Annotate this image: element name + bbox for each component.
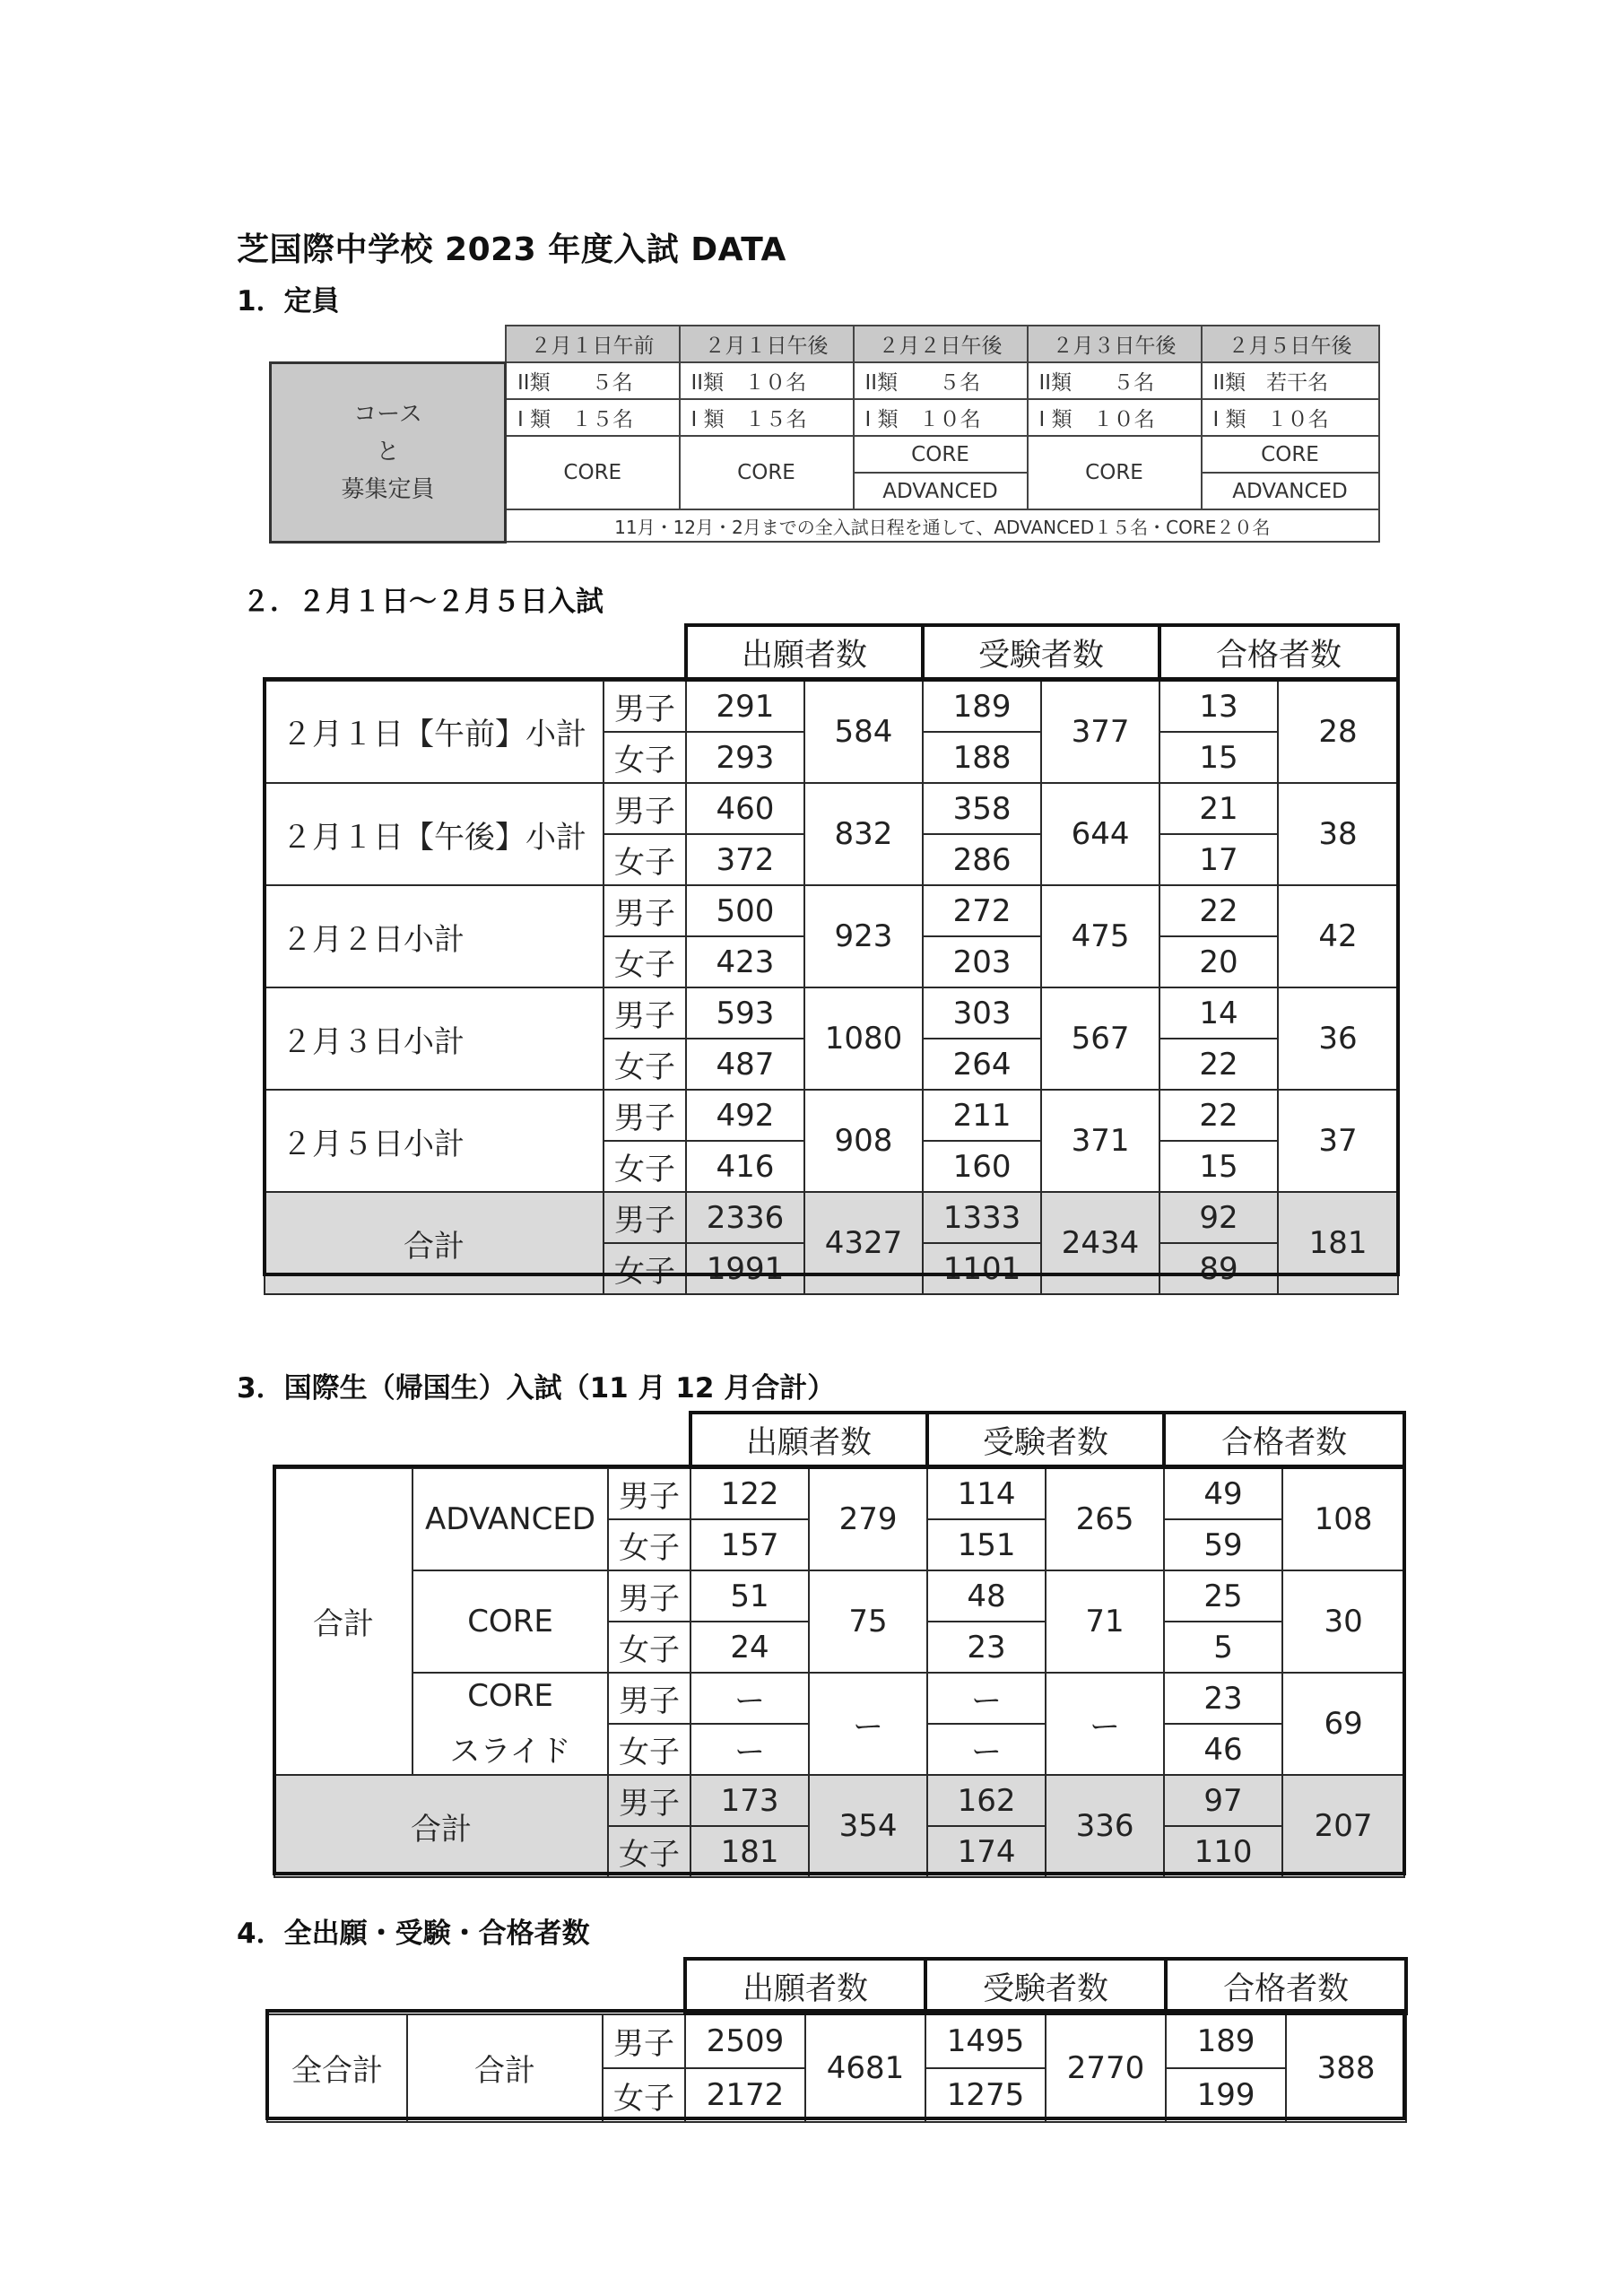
examinees-total: 2434 <box>1041 1192 1159 1294</box>
passers-male: 21 <box>1159 783 1278 834</box>
examinees-male: 189 <box>923 681 1041 733</box>
international-exam-rows <box>274 1468 1404 1878</box>
table-row <box>265 783 1398 834</box>
applicants-male: 2509 <box>685 2014 805 2069</box>
type1-capacity: I 類 １０名 <box>1028 399 1202 436</box>
table-row <box>265 885 1398 936</box>
passers-female: 15 <box>1159 1141 1278 1192</box>
male-label: 男子 <box>608 1775 690 1826</box>
applicants-total: 1080 <box>804 987 923 1090</box>
examinees-total: 2770 <box>1046 2014 1166 2123</box>
total-label: 合計 <box>265 1192 604 1294</box>
female-label: 女子 <box>604 936 686 987</box>
passers-male: 13 <box>1159 681 1278 733</box>
examinees-male: 162 <box>927 1775 1046 1826</box>
examinees-total: 371 <box>1041 1090 1159 1192</box>
examinees-male: 303 <box>923 987 1041 1039</box>
section1-heading: 1．定員 <box>237 285 340 317</box>
examinees-total: 644 <box>1041 783 1159 885</box>
session-header: ２月１日午後 <box>680 326 854 362</box>
course-label-line: スライド <box>449 1733 571 1770</box>
applicants-header: 出願者数 <box>686 625 923 681</box>
session-header: ２月５日午後 <box>1202 326 1379 362</box>
row-label: ２月５日小計 <box>265 1090 604 1192</box>
examinees-header: 受験者数 <box>927 1413 1164 1468</box>
core-cell: CORE <box>1028 436 1202 509</box>
row-label: ２月３日小計 <box>265 987 604 1090</box>
passers-male: 97 <box>1164 1775 1282 1826</box>
passers-male: 49 <box>1164 1468 1282 1520</box>
type1-capacity: I 類 １０名 <box>1202 399 1379 436</box>
type2-capacity: II類 ５名 <box>1028 362 1202 399</box>
applicants-female: 416 <box>686 1141 804 1192</box>
examinees-female: ー <box>927 1724 1046 1775</box>
passers-total: 181 <box>1278 1192 1398 1294</box>
label-line: 募集定員 <box>341 476 435 503</box>
capacity-table <box>269 325 1380 544</box>
type1-capacity: I 類 １５名 <box>506 399 680 436</box>
examinees-male: ー <box>927 1673 1046 1724</box>
feb-exam-rows <box>265 681 1398 1295</box>
total-label: 合計 <box>274 1775 608 1877</box>
advanced-cell: ADVANCED <box>1202 473 1379 509</box>
examinees-female: 151 <box>927 1519 1046 1570</box>
passers-male: 22 <box>1159 885 1278 936</box>
type2-capacity: II類 ５名 <box>854 362 1028 399</box>
passers-female: 5 <box>1164 1622 1282 1673</box>
examinees-total: 377 <box>1041 681 1159 784</box>
type1-capacity: I 類 １５名 <box>680 399 854 436</box>
passers-total: 388 <box>1286 2014 1406 2123</box>
passers-male: 92 <box>1159 1192 1278 1243</box>
passers-total: 42 <box>1278 885 1398 987</box>
label-line: と <box>376 439 400 465</box>
applicants-header: 出願者数 <box>690 1413 927 1468</box>
applicants-female: 423 <box>686 936 804 987</box>
examinees-female: 264 <box>923 1039 1041 1090</box>
female-label: 女子 <box>608 1622 690 1673</box>
row-label: ２月１日【午後】小計 <box>265 783 604 885</box>
feb-exam-table <box>264 623 1400 1295</box>
examinees-male: 358 <box>923 783 1041 834</box>
examinees-total: 265 <box>1046 1468 1164 1571</box>
section2-heading: ２．２月１日〜２月５日入試 <box>242 586 604 618</box>
applicants-male: 122 <box>690 1468 809 1520</box>
female-label: 女子 <box>608 1519 690 1570</box>
passers-female: 17 <box>1159 834 1278 885</box>
applicants-female: 2172 <box>685 2068 805 2122</box>
course-label <box>413 1673 608 1775</box>
applicants-female: 372 <box>686 834 804 885</box>
passers-total: 69 <box>1282 1673 1404 1775</box>
row-label: ２月１日【午前】小計 <box>265 681 604 784</box>
total-label: 合計 <box>407 2014 603 2123</box>
course-label: CORE <box>413 1570 608 1673</box>
passers-total: 37 <box>1278 1090 1398 1192</box>
type2-capacity: II類 若干名 <box>1202 362 1379 399</box>
passers-female: 46 <box>1164 1724 1282 1775</box>
applicants-female: 24 <box>690 1622 809 1673</box>
examinees-female: 188 <box>923 732 1041 783</box>
passers-male: 25 <box>1164 1570 1282 1622</box>
examinees-total: 71 <box>1046 1570 1164 1673</box>
applicants-female: 157 <box>690 1519 809 1570</box>
passers-header: 合格者数 <box>1164 1413 1404 1468</box>
applicants-male: 500 <box>686 885 804 936</box>
female-label: 女子 <box>604 732 686 783</box>
passers-female: 110 <box>1164 1826 1282 1877</box>
blank-cell <box>267 1959 685 2014</box>
female-label: 女子 <box>608 1826 690 1877</box>
overall-totals-table <box>266 1957 1408 2123</box>
session-header: ２月３日午後 <box>1028 326 1202 362</box>
examinees-female: 203 <box>923 936 1041 987</box>
applicants-male: ー <box>690 1673 809 1724</box>
applicants-male: 173 <box>690 1775 809 1826</box>
passers-male: 22 <box>1159 1090 1278 1141</box>
female-label: 女子 <box>603 2068 685 2122</box>
type2-capacity: II類 ５名 <box>506 362 680 399</box>
passers-male: 23 <box>1164 1673 1282 1724</box>
applicants-total: ー <box>809 1673 927 1775</box>
applicants-male: 492 <box>686 1090 804 1141</box>
female-label: 女子 <box>604 1243 686 1294</box>
core-cell: CORE <box>1202 436 1379 473</box>
total-row <box>265 1192 1398 1243</box>
type2-capacity: II類 １０名 <box>680 362 854 399</box>
section4-heading: 4．全出願・受験・合格者数 <box>237 1918 590 1950</box>
document-title: 芝国際中学校 2023 年度入試 DATA <box>237 231 786 268</box>
passers-total: 36 <box>1278 987 1398 1090</box>
applicants-male: 2336 <box>686 1192 804 1243</box>
examinees-female: 1275 <box>925 2068 1046 2122</box>
applicants-male: 460 <box>686 783 804 834</box>
female-label: 女子 <box>608 1724 690 1775</box>
applicants-header: 出願者数 <box>685 1959 925 2014</box>
examinees-male: 272 <box>923 885 1041 936</box>
core-cell: CORE <box>506 436 680 509</box>
male-label: 男子 <box>604 1090 686 1141</box>
table-row <box>265 1090 1398 1141</box>
passers-male: 189 <box>1166 2014 1286 2069</box>
table-row <box>274 1570 1404 1622</box>
blank-cell <box>274 1413 690 1468</box>
passers-total: 28 <box>1278 681 1398 784</box>
core-cell: CORE <box>854 436 1028 473</box>
advanced-cell: ADVANCED <box>854 473 1028 509</box>
passers-female: 59 <box>1164 1519 1282 1570</box>
course-label: ADVANCED <box>413 1468 608 1571</box>
passers-female: 22 <box>1159 1039 1278 1090</box>
applicants-female: 1991 <box>686 1243 804 1294</box>
applicants-total: 75 <box>809 1570 927 1673</box>
examinees-total: 567 <box>1041 987 1159 1090</box>
male-label: 男子 <box>604 987 686 1039</box>
passers-female: 20 <box>1159 936 1278 987</box>
applicants-total: 4327 <box>804 1192 923 1294</box>
session-header: ２月１日午前 <box>506 326 680 362</box>
applicants-female: 293 <box>686 732 804 783</box>
male-label: 男子 <box>604 681 686 733</box>
examinees-male: 211 <box>923 1090 1041 1141</box>
label-line: コース <box>353 401 422 428</box>
passers-female: 199 <box>1166 2068 1286 2122</box>
male-label: 男子 <box>604 1192 686 1243</box>
table-row <box>274 1673 1404 1724</box>
table-row <box>265 681 1398 733</box>
male-label: 男子 <box>604 885 686 936</box>
passers-female: 89 <box>1159 1243 1278 1294</box>
applicants-male: 291 <box>686 681 804 733</box>
female-label: 女子 <box>604 1039 686 1090</box>
applicants-total: 354 <box>809 1775 927 1877</box>
course-label-line: CORE <box>467 1677 553 1714</box>
examinees-male: 1333 <box>923 1192 1041 1243</box>
examinees-female: 286 <box>923 834 1041 885</box>
table-row <box>274 1468 1404 1520</box>
passers-total: 207 <box>1282 1775 1404 1877</box>
applicants-male: 593 <box>686 987 804 1039</box>
male-label: 男子 <box>603 2014 685 2069</box>
applicants-total: 4681 <box>805 2014 925 2123</box>
applicants-total: 923 <box>804 885 923 987</box>
applicants-female: 487 <box>686 1039 804 1090</box>
passers-header: 合格者数 <box>1166 1959 1406 2014</box>
passers-header: 合格者数 <box>1159 625 1398 681</box>
international-exam-table <box>274 1411 1406 1878</box>
applicants-female: ー <box>690 1724 809 1775</box>
group-label: 合計 <box>274 1468 413 1776</box>
applicants-male: 51 <box>690 1570 809 1622</box>
female-label: 女子 <box>604 834 686 885</box>
applicants-female: 181 <box>690 1826 809 1877</box>
total-row <box>274 1775 1404 1826</box>
examinees-female: 23 <box>927 1622 1046 1673</box>
examinees-female: 174 <box>927 1826 1046 1877</box>
examinees-female: 160 <box>923 1141 1041 1192</box>
applicants-total: 584 <box>804 681 923 784</box>
examinees-total: 336 <box>1046 1775 1164 1877</box>
table-row <box>265 987 1398 1039</box>
blank-cell <box>271 326 506 362</box>
applicants-total: 832 <box>804 783 923 885</box>
passers-male: 14 <box>1159 987 1278 1039</box>
course-capacity-label <box>271 362 506 542</box>
blank-cell <box>265 625 686 681</box>
examinees-male: 1495 <box>925 2014 1046 2069</box>
passers-total: 38 <box>1278 783 1398 885</box>
applicants-total: 279 <box>809 1468 927 1571</box>
examinees-male: 114 <box>927 1468 1046 1520</box>
applicants-total: 908 <box>804 1090 923 1192</box>
session-header: ２月２日午後 <box>854 326 1028 362</box>
male-label: 男子 <box>608 1570 690 1622</box>
male-label: 男子 <box>608 1673 690 1724</box>
passers-total: 108 <box>1282 1468 1404 1571</box>
examinees-header: 受験者数 <box>923 625 1159 681</box>
row-label: ２月２日小計 <box>265 885 604 987</box>
core-cell: CORE <box>680 436 854 509</box>
male-label: 男子 <box>604 783 686 834</box>
passers-total: 30 <box>1282 1570 1404 1673</box>
male-label: 男子 <box>608 1468 690 1520</box>
section3-heading: 3．国際生（帰国生）入試（11 月 12 月合計） <box>237 1372 836 1405</box>
examinees-male: 48 <box>927 1570 1046 1622</box>
female-label: 女子 <box>604 1141 686 1192</box>
capacity-note: 11月・12月・2月までの全入試日程を通して、ADVANCED１５名・CORE２０名 <box>506 509 1379 542</box>
type1-capacity: I 類 １０名 <box>854 399 1028 436</box>
grand-total-label: 全合計 <box>267 2014 407 2123</box>
examinees-header: 受験者数 <box>925 1959 1166 2014</box>
examinees-total: 475 <box>1041 885 1159 987</box>
passers-female: 15 <box>1159 732 1278 783</box>
examinees-total: ー <box>1046 1673 1164 1775</box>
examinees-female: 1101 <box>923 1243 1041 1294</box>
